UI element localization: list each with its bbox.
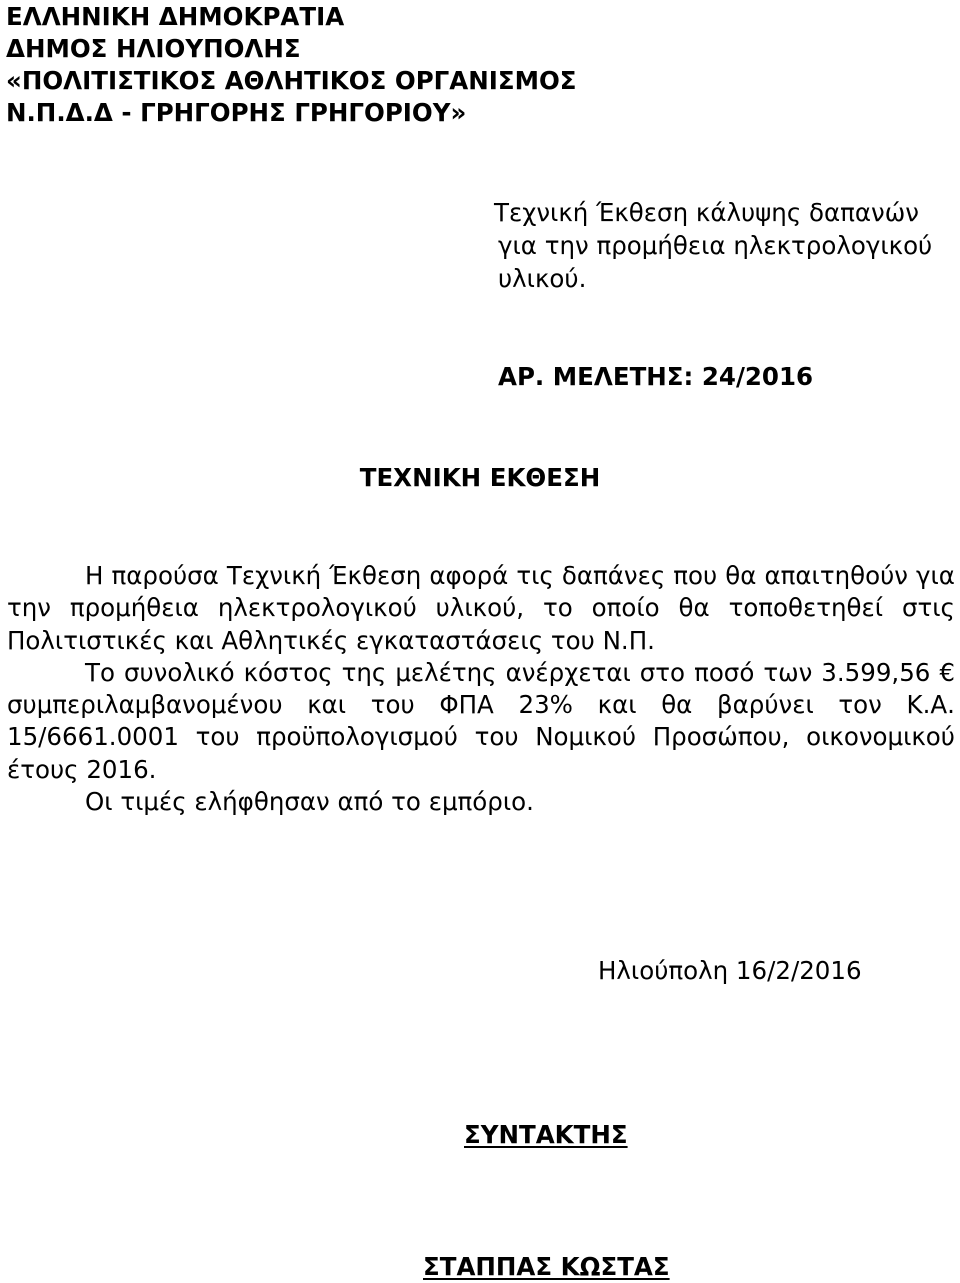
body-line: την προμήθεια ηλεκτρολογικού υλικού, το οποίο θα τοποθετηθεί στις: [7, 593, 955, 623]
letterhead-line: ΕΛΛΗΝΙΚΗ ΔΗΜΟΚΡΑΤΙΑ: [6, 2, 345, 31]
subject-line: υλικού.: [498, 264, 587, 293]
subject-line: Τεχνική Έκθεση κάλυψης δαπανών: [494, 198, 919, 227]
body-line: Η παρούσα Τεχνική Έκθεση αφορά τις δαπάνες που θα απαιτηθούν για: [85, 561, 955, 590]
body-line: 15/6661.0001 του προϋπολογισμού του Νομικού Προσώπου, οικονομικού: [7, 722, 955, 752]
letterhead: [6, 1, 577, 129]
document-subject: [494, 196, 933, 295]
body-line: συμπεριλαμβανομένου και του ΦΠΑ 23% και θα βαρύνει τον Κ.Α.: [7, 690, 955, 720]
subject-line: για την προμήθεια ηλεκτρολογικού: [498, 231, 933, 260]
document-title: ΤΕΧΝΙΚΗ ΕΚΘΕΣΗ: [359, 463, 601, 492]
signatory-name: ΣΤΑΠΠΑΣ ΚΩΣΤΑΣ: [423, 1252, 670, 1281]
letterhead-line: «ΠΟΛΙΤΙΣΤΙΚΟΣ ΑΘΛΗΤΙΚΟΣ ΟΡΓΑΝΙΣΜΟΣ: [6, 66, 577, 95]
body-line: έτους 2016.: [7, 754, 157, 784]
body-line: Πολιτιστικές και Αθλητικές εγκαταστάσεις του Ν.Π.: [7, 625, 655, 655]
body-line: Το συνολικό κόστος της μελέτης ανέρχεται στο ποσό των 3.599,56 €: [85, 657, 955, 687]
document-body: [7, 560, 955, 818]
letterhead-line: Ν.Π.Δ.Δ - ΓΡΗΓΟΡΗΣ ΓΡΗΓΟΡΙΟΥ»: [6, 98, 467, 127]
study-number: ΑΡ. ΜΕΛΕΤΗΣ: 24/2016: [498, 362, 814, 391]
body-line: Οι τιμές ελήφθησαν από το εμπόριο.: [85, 787, 534, 817]
signatory-role: ΣΥΝΤΑΚΤΗΣ: [464, 1120, 628, 1149]
letterhead-line: ΔΗΜΟΣ ΗΛΙΟΥΠΟΛΗΣ: [6, 34, 301, 63]
place-date: Ηλιούπολη 16/2/2016: [598, 956, 862, 985]
